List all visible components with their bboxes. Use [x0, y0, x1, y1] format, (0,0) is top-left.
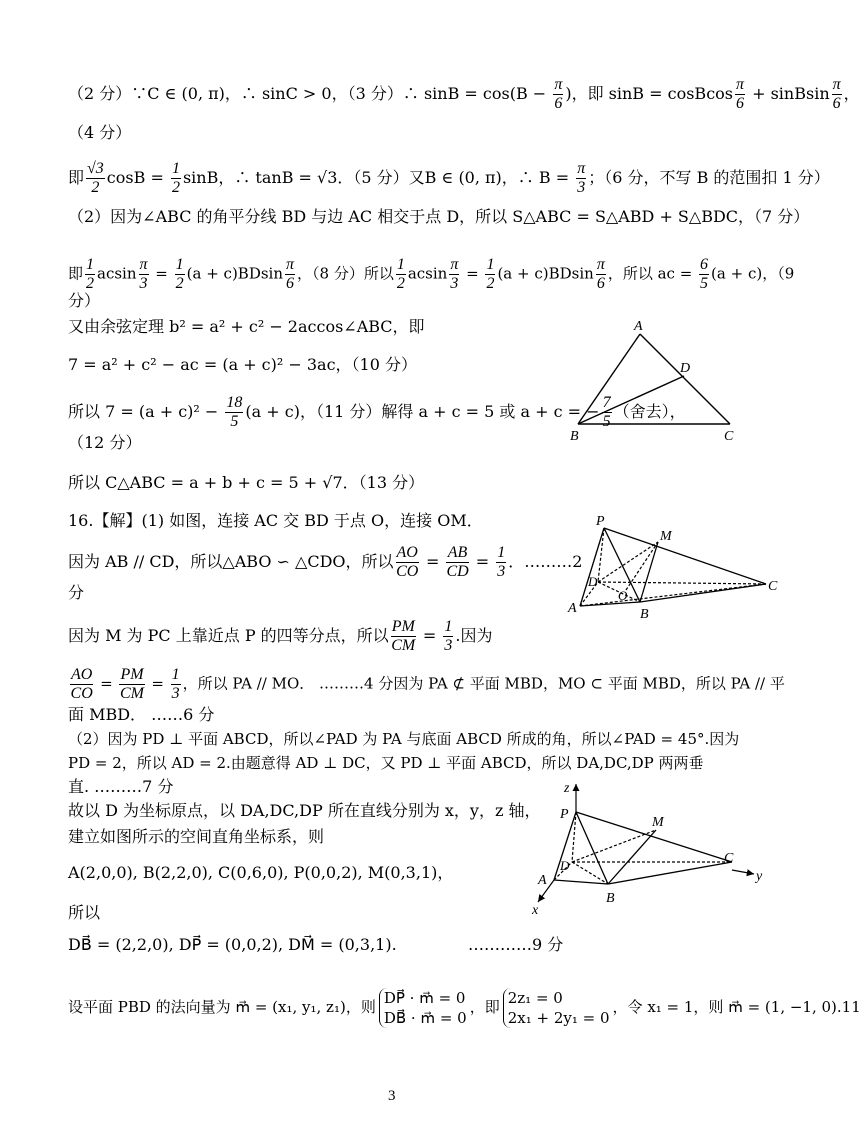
line-26: 设平面 PBD 的法向量为 m⃗ = (x₁, y₁, z₁)，则 DP⃗ · m⃗ = 0 DB⃗ · m⃗ = 0 ，即 2z₁ = 0 2x₁ + 2y₁ = 0 ，令 x₁ = 1，则 m⃗ = (1, −1, 0).11 [68, 989, 861, 1027]
line-6: 分） [68, 291, 101, 310]
line-25: DB⃗ = (2,2,0), DP⃗ = (0,0,2), DM⃗ = (0,3,1). …………9 分 [68, 935, 564, 954]
fraction: $\frac{PM}{CM}$ [391, 618, 416, 654]
fraction: $\frac{1}{2}$ [486, 256, 495, 292]
line-16: $\frac{AO}{CO}$ = $\frac{PM}{CM}$ = $\frac{1}{3}$ ，所以 PA // MO． ………4 分因为 PA ⊄ 平面 MBD，MO ⊂ 平面 MBD，所以 PA // 平 [70, 666, 785, 702]
text: )，即 sinB = cosBcos [565, 84, 733, 103]
label-C: C [724, 851, 734, 866]
line-23: A(2,0,0), B(2,2,0), C(0,6,0), P(0,0,2), M(0,3,1)， [68, 863, 454, 882]
line-17: 面 MBD． ……6 分 [68, 705, 215, 724]
line-20: 直. ………7 分 [68, 777, 174, 796]
fraction: $\frac{\pi}{6}$ [596, 256, 605, 292]
label-D: D [560, 858, 570, 873]
label-P: P [560, 807, 569, 822]
label-B: B [570, 429, 579, 444]
line-13: 因为 AB // CD，所以△ABO ∽ △CDO，所以 $\frac{AO}{CO}$ = $\frac{AB}{CD}$ = $\frac{1}{3}$ ．………2 [68, 544, 583, 580]
label-z: z [564, 781, 570, 796]
label-x: x [532, 903, 539, 918]
fraction: $\frac{\pi}{3}$ [139, 256, 148, 292]
fraction: $\frac{7}{5}$ [602, 394, 611, 430]
fraction: $\frac{1}{3}$ [497, 544, 506, 580]
triangle-figure [560, 318, 760, 448]
fraction: $\frac{PM}{CM}$ [119, 666, 144, 702]
text: + sinBsin [747, 84, 830, 103]
label-O: O [618, 588, 628, 603]
line-5: 即 $\frac{1}{2}$ acsin $\frac{\pi}{3}$ = $\frac{1}{2}$ (a + c)BDsin $\frac{\pi}{6}$ ，（8 分）所以 $\frac{1}{2}$ acsin $\frac{\pi}{3}$ = $\frac{1}{2}$ (a + c)BDsin $\frac{\pi}{6}$ ，所以 ac = $\frac{6}{5}$ (a + c)，（9 [68, 256, 795, 292]
fraction: $\frac{AO}{CO}$ [396, 544, 419, 580]
fraction: $\frac{√3}{2}$ [87, 160, 104, 196]
line-7: 又由余弦定理 b² = a² + c² − 2accos∠ABC，即 [68, 317, 425, 336]
pyramid-figure-2 [520, 778, 770, 918]
equation-system-2: 2z₁ = 0 2x₁ + 2y₁ = 0 [503, 988, 610, 1028]
fraction: $\frac{1}{2}$ [86, 256, 95, 292]
line-15: 因为 M 为 PC 上靠近点 P 的四等分点，所以 $\frac{PM}{CM}$ = $\frac{1}{3}$ .因为 [68, 618, 493, 654]
fraction: $\frac{\pi}{6}$ [286, 256, 295, 292]
fraction: $\frac{AB}{CD}$ [446, 544, 469, 580]
line-22: 建立如图所示的空间直角坐标系，则 [68, 827, 325, 846]
equation-system-1: DP⃗ · m⃗ = 0 DB⃗ · m⃗ = 0 [379, 988, 467, 1028]
line-8: 7 = a² + c² − ac = (a + c)² − 3ac，（10 分） [68, 355, 418, 374]
text: sinB，∴ tanB = √3．（5 分）又B ∈ (0, π)，∴ B = [182, 168, 575, 187]
fraction: $\frac{1}{3}$ [444, 618, 453, 654]
text: ， [843, 84, 860, 103]
page-number: 3 [388, 1088, 396, 1104]
text: （2 分）∵C ∈ (0, π)，∴ sinC > 0，（3 分）∴ sinB = cos(B − [68, 84, 552, 103]
label-M: M [652, 815, 664, 830]
line-21: 故以 D 为坐标原点，以 DA,DC,DP 所在直线分别为 x，y，z 轴， [68, 801, 541, 820]
fraction: $\frac{1}{3}$ [171, 666, 180, 702]
fraction: $\frac{\pi}{6}$ [736, 76, 745, 112]
label-y: y [756, 869, 763, 884]
fraction: $\frac{\pi}{3}$ [450, 256, 459, 292]
line-4: （2）因为∠ABC 的角平分线 BD 与边 AC 相交于点 D，所以 S△ABC = S△ABD + S△BDC，（7 分） [68, 207, 810, 226]
line-12: 16.【解】(1) 如图，连接 AC 交 BD 于点 O，连接 OM． [68, 511, 483, 530]
line-9: 所以 7 = (a + c)² − $\frac{18}{5}$ (a + c)，（11 分）解得 a + c = 5 或 a + c = − $\frac{7}{5}$ （舍去）， [68, 394, 686, 430]
fraction: $\frac{6}{5}$ [700, 256, 709, 292]
line-3 [68, 160, 830, 197]
label-P: P [596, 514, 605, 529]
fraction: $\frac{\pi}{3}$ [577, 160, 586, 196]
line-19: PD = 2，所以 AD = 2.由题意得 AD ⊥ DC，又 PD ⊥ 平面 ABCD，所以 DA,DC,DP 两两垂 [68, 754, 704, 772]
label-A: A [634, 319, 643, 334]
fraction: $\frac{AO}{CO}$ [70, 666, 93, 702]
fraction: $\frac{\pi}{6}$ [832, 76, 841, 112]
label-D: D [588, 574, 598, 589]
line-1 [68, 76, 860, 113]
pyramid-figure-1 [560, 512, 790, 624]
line-11: 所以 C△ABC = a + b + c = 5 + √7．（13 分） [68, 473, 425, 492]
label-B: B [606, 891, 615, 906]
line-10: （12 分） [68, 433, 142, 452]
label-A: A [538, 873, 547, 888]
label-C: C [724, 429, 734, 444]
fraction: $\frac{1}{2}$ [171, 160, 180, 196]
line-14: 分 [68, 583, 85, 602]
fraction: $\frac{\pi}{6}$ [554, 76, 563, 112]
text: 即 [68, 168, 85, 187]
label-A: A [568, 601, 577, 616]
fraction: $\frac{1}{2}$ [175, 256, 184, 292]
text: ；（6 分，不写 B 的范围扣 1 分） [588, 168, 830, 187]
fraction: $\frac{1}{2}$ [396, 256, 405, 292]
line-24: 所以 [68, 903, 101, 922]
label-M: M [660, 529, 672, 544]
label-B: B [640, 607, 649, 622]
line-2: （4 分） [68, 123, 132, 142]
label-C: C [768, 579, 778, 594]
line-18: （2）因为 PD ⊥ 平面 ABCD，所以∠PAD 为 PA 与底面 ABCD 所成的角，所以∠PAD = 45°.因为 [68, 730, 740, 748]
text: cosB = [106, 168, 169, 187]
label-D: D [680, 361, 691, 376]
fraction: $\frac{18}{5}$ [226, 394, 243, 430]
